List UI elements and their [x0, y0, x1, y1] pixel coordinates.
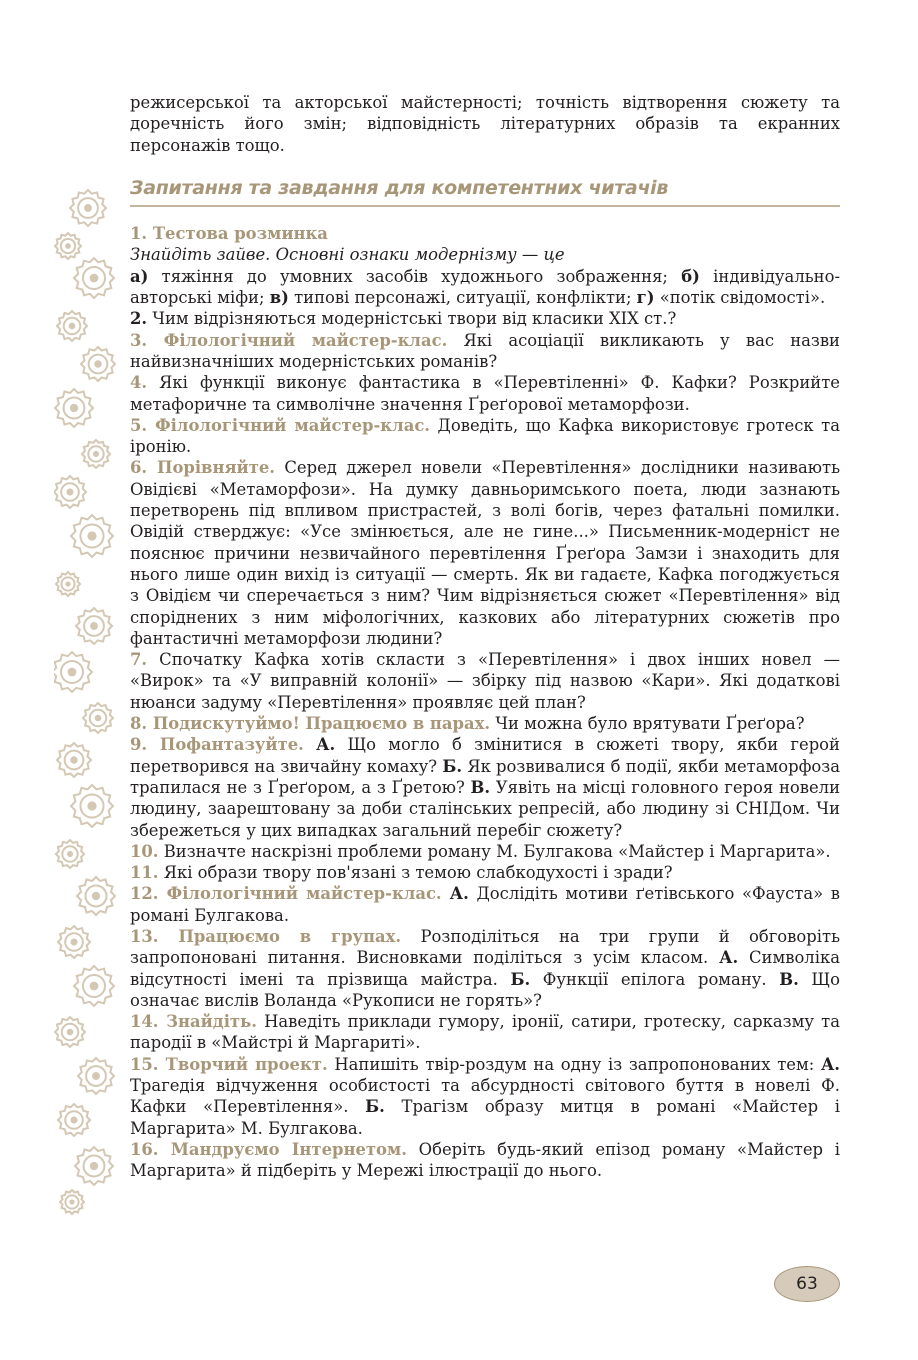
q1-option-c: типові персонажі, ситуації, конфлікти; [288, 288, 637, 308]
q5-heading: 5. Філологічний майстер-клас. [130, 415, 431, 435]
gear-ornament-icon [75, 1147, 113, 1185]
q6-heading: 6. Порівняйте. [130, 458, 276, 478]
q12-a-text: Дослідіть мотиви ґетівського «Фауста» в романі Булгакова. [130, 884, 840, 925]
q3-heading: 3. Філологічний майстер-клас. [130, 330, 448, 350]
page-content [130, 92, 840, 1182]
gear-ornament-icon [81, 347, 115, 381]
gear-ornament-icon [74, 258, 114, 298]
q9-a-text: Що могло б змінитися в сюжеті твору, якби герой перетворився на звичайну комаху? [130, 735, 840, 776]
gear-ornament-icon [57, 743, 91, 777]
q12-a-label: А. [441, 884, 469, 904]
gear-ornament-icon [54, 652, 92, 692]
question-9 [130, 734, 840, 840]
q1-option-b-label: б) [681, 266, 700, 286]
q9-b-label: Б. [442, 756, 463, 776]
gear-ornament-icon [54, 476, 86, 508]
gear-ornament-icon [55, 389, 93, 427]
gear-ornament-icon [56, 840, 84, 868]
gear-ornament-icon [70, 190, 106, 226]
q13-c-text: Що означає вислів Воланда «Рукописи не горять»? [130, 969, 840, 1010]
question-4 [130, 372, 840, 415]
q9-b-text: Як розвивалися б події, якби метаморфоза трапилася не з Ґреґором, а з Ґретою? [130, 756, 841, 797]
question-7 [130, 649, 840, 713]
question-10 [130, 841, 840, 862]
q7-number: 7. [130, 650, 148, 670]
gear-ornament-icon [60, 1190, 84, 1214]
q15-heading: 15. Творчий проект. [130, 1054, 328, 1074]
section-title: Запитання та завдання для компетентних читачів [130, 178, 840, 207]
ornament-gears-border [54, 186, 116, 1220]
q1-options [130, 266, 840, 309]
q4-number: 4. [130, 373, 148, 393]
q1-option-b: індивідуально-авторські міфи; [130, 266, 840, 308]
q11-text: Які образи твору пов'язані з темою слабкодухості і зради? [158, 863, 673, 883]
question-11 [130, 862, 840, 883]
gear-ornament-icon [78, 1058, 114, 1094]
q7-text: Спочатку Кафка хотів скласти з «Перевтілення» і двох інших новел — «Вирок» та «У виправній колонії» — збірку під назвою «Кари». Які додаткові нюанси задуму «Перевтілення» проявляє цей план? [130, 650, 840, 712]
q15-b-label: Б. [365, 1097, 385, 1117]
gear-ornament-icon [55, 1017, 85, 1047]
q8-text: Чи можна було врятувати Ґреґора? [490, 714, 805, 734]
gear-ornament-icon [58, 926, 90, 958]
q9-heading: 9. Пофантазуйте. [130, 735, 304, 755]
gear-ornament-icon [77, 877, 115, 915]
gear-ornament-icon [56, 572, 80, 596]
q14-heading: 14. Знайдіть. [130, 1012, 257, 1032]
question-1 [130, 223, 840, 244]
q13-a-text: Символіка відсутності імені та прізвища майстра. [130, 948, 840, 989]
gear-ornament-icon [57, 311, 87, 341]
gear-ornament-icon [58, 1104, 90, 1136]
question-16 [130, 1139, 840, 1182]
q1-heading: 1. Тестова розминка [130, 224, 328, 244]
q9-c-label: В. [470, 777, 491, 797]
question-5 [130, 415, 840, 458]
q14-text: Наведіть приклади гумору, іронії, сатири, гротеску, сарказму та пародії в «Майстрі й Маргариті». [130, 1012, 840, 1053]
q1-option-c-label: в) [269, 288, 289, 308]
q1-option-d-label: г) [636, 288, 655, 308]
gear-ornament-icon [74, 966, 114, 1006]
q1-prompt: Знайдіть зайве. Основні ознаки модернізму — це [130, 245, 565, 265]
q12-heading: 12. Філологічний майстер-клас. [130, 884, 442, 904]
q13-text: Розподіліться на три групи й обговоріть запропоновані питання. Висновками поділіться з усім класом. [130, 926, 840, 968]
q15-a-text: Трагедія відчуження особистості та абсурдності світового буття в новелі Ф. Кафки «Перевтілення». [130, 1076, 840, 1117]
q13-heading: 13. Працюємо в групах. [130, 926, 402, 946]
q13-a-label: А. [719, 948, 739, 968]
q2-number: 2. [130, 309, 148, 329]
q1-option-a: тяжіння до умовних засобів художнього зображення; [148, 266, 682, 286]
q8-heading: 8. Подискутуймо! Працюємо в парах. [130, 714, 491, 734]
q13-b-text: Функції епілога роману. [530, 969, 780, 989]
q15-a-label: А. [820, 1054, 840, 1074]
q5-text: Доведіть, що Кафка використовує гротеск та іронію. [130, 415, 840, 457]
gear-ornament-icon [71, 785, 113, 827]
intro-paragraph: режисерської та акторської майстерності; точність відтворення сюжету та доречність його змін; відповідність літературних образів та екранних персонажів тощо. [130, 93, 840, 155]
gear-ornament-icon [71, 515, 113, 557]
q15-text: Напишіть твір-роздум на одну із запропонованих тем: [327, 1054, 821, 1074]
q4-text: Які функції виконує фантастика в «Перевтіленні» Ф. Кафки? Розкрийте метафоричне та символічне значення Ґреґорової метаморфози. [130, 373, 840, 414]
gear-ornament-icon [76, 608, 112, 644]
q13-c-label: В. [779, 969, 799, 989]
question-6 [130, 457, 840, 649]
question-13 [130, 926, 840, 1011]
gear-ornament-icon [82, 440, 110, 468]
q1-option-a-label: а) [130, 266, 149, 286]
q9-c-text: Уявіть на місці головного героя новели людину, заарештовану за доби сталінських репресій, або людину зі СНІДом. Чи збережеться у цих випадках загальний перебіг сюжету? [130, 777, 840, 840]
gear-ornament-icon [55, 233, 81, 259]
question-12 [130, 883, 840, 926]
question-15 [130, 1054, 840, 1139]
q3-text: Які асоціації викликають у вас назви найвизначніших модерністських романів? [130, 330, 840, 371]
q1-option-d: «потік свідомості». [654, 288, 826, 308]
question-8 [130, 713, 840, 734]
q11-number: 11. [130, 863, 159, 883]
q2-text: Чим відрізняються модерністські твори від класики XIX ст.? [147, 309, 677, 329]
gear-ornament-icon [83, 703, 113, 733]
q15-b-text: Трагізм образу митця в романі «Майстер і Маргарита» М. Булгакова. [130, 1097, 841, 1138]
q6-text: Серед джерел новели «Перевтілення» дослідники називають Овідієві «Метаморфози». На думку давньоримського поета, люди зазнають перетворень під впливом пристрастей, з волі богів, через фатальні помилки. Овідій стверджує: «Усе змінюється, але не гине...» Письменник-модерніст не пояснює причини незвичайного перевтілення Ґреґора Замзи і знаходить для нього лише один вихід із ситуації — смерть. Як ви гадаєте, Кафка погоджується з Овідієм чи сперечається з ним? Чим відрізняється сюжет «Перевтілення» від споріднених з ним міфологічних, казкових або літературних сюжетів про фантастичні метаморфози людини? [130, 458, 841, 648]
q10-number: 10. [130, 841, 159, 861]
q9-a-label: А. [316, 735, 336, 755]
page-number-badge: 63 [774, 1266, 840, 1302]
question-2 [130, 308, 840, 329]
question-14 [130, 1011, 840, 1054]
q10-text: Визначте наскрізні проблеми роману М. Булгакова «Майстер і Маргарита». [158, 841, 831, 861]
q16-heading: 16. Мандруємо Інтернетом. [130, 1139, 407, 1159]
q16-text: Оберіть будь-який епізод роману «Майстер і Маргарита» й підберіть у Мережі ілюстрації до нього. [130, 1139, 840, 1181]
q13-b-label: Б. [510, 969, 531, 989]
question-3 [130, 330, 840, 373]
